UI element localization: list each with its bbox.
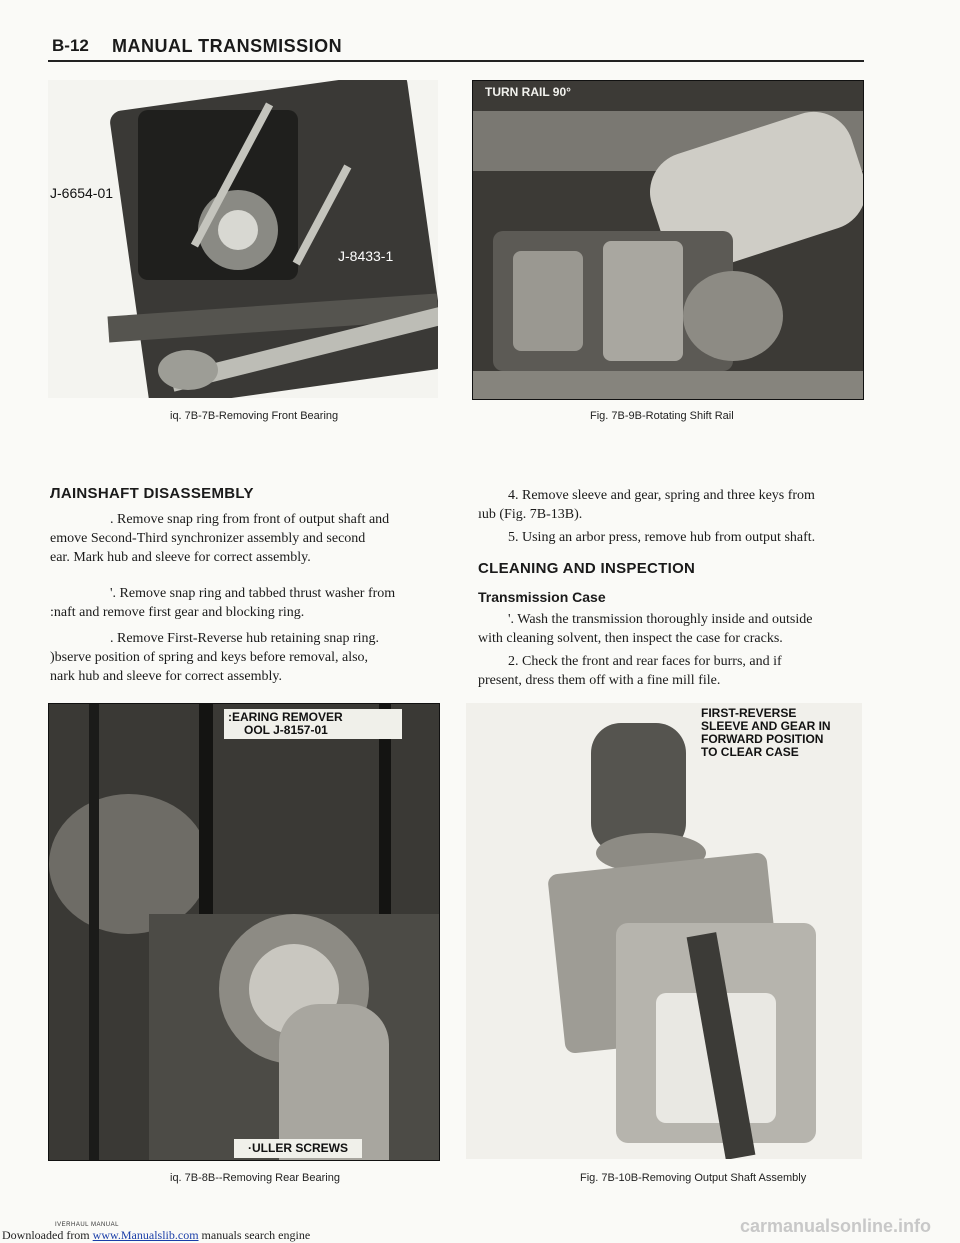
figure-output-shaft-photo <box>466 703 862 1159</box>
footer-suffix: manuals search engine <box>201 1228 311 1242</box>
subheading-transmission-case: Transmission Case <box>478 589 606 605</box>
text-line: emove Second-Third synchronizer assembly and second <box>50 531 366 546</box>
manualslib-link[interactable]: www.Manualslib.com <box>92 1228 199 1242</box>
callout-j8433: J-8433-1 <box>338 248 394 264</box>
callout-line: :EARING REMOVER <box>228 710 343 724</box>
footer-download-line <box>2 1228 310 1243</box>
paragraph-step-6 <box>478 610 864 648</box>
text-line: 5. Using an arbor press, remove hub from output shaft. <box>508 530 816 545</box>
figure-shift-rail-photo <box>472 80 864 400</box>
text-line: )bserve position of spring and keys before removal, also, <box>50 650 369 665</box>
paragraph-step-4 <box>478 486 864 524</box>
figure-front-bearing-photo <box>48 80 438 398</box>
callout-turn-rail: TURN RAIL 90° <box>479 83 577 102</box>
figure-caption: Fig. 7B-10B-Removing Output Shaft Assembly <box>580 1172 807 1184</box>
page-number: B-12 <box>52 36 89 55</box>
text-line: with cleaning solvent, then inspect the case for cracks. <box>478 631 783 646</box>
text-line: ear. Mark hub and sleeve for correct assembly. <box>50 550 311 565</box>
paragraph-step-1 <box>50 510 440 567</box>
callout-puller-screws: ·ULLER SCREWS <box>234 1139 362 1158</box>
callout-line: TO CLEAR CASE <box>701 745 799 759</box>
text-line: present, dress them off with a fine mill file. <box>478 673 721 688</box>
callout-line: SLEEVE AND GEAR IN <box>701 719 831 733</box>
paragraph-step-2 <box>50 584 440 622</box>
text-line: . Remove First-Reverse hub retaining snap ring. <box>110 631 380 646</box>
paragraph-step-7 <box>478 652 864 690</box>
callout-j6654: J-6654-01 <box>50 185 114 201</box>
figure-caption: Fig. 7B-9B-Rotating Shift Rail <box>590 410 734 422</box>
figure-caption: iq. 7B-8B--Removing Rear Bearing <box>170 1172 340 1184</box>
section-heading-mainshaft: ЛAINSHAFT DISASSEMBLY <box>50 485 254 502</box>
callout-bearing-remover <box>224 709 402 739</box>
page-title: MANUAL TRANSMISSION <box>112 36 343 56</box>
header-rule <box>48 60 864 62</box>
figure-caption: iq. 7B-7B-Removing Front Bearing <box>170 410 339 422</box>
figure-rear-bearing-photo <box>48 703 440 1161</box>
callout-first-reverse <box>701 707 861 759</box>
text-line: '. Remove snap ring and tabbed thrust washer from <box>110 586 396 601</box>
callout-line: OOL J-8157-01 <box>244 723 328 737</box>
watermark-text: carmanualsonline.info <box>740 1216 932 1236</box>
paragraph-step-5 <box>478 528 864 547</box>
footer-manual-label: IVERHAUL MANUAL <box>55 1222 119 1228</box>
section-heading-cleaning: CLEANING AND INSPECTION <box>478 560 696 577</box>
text-line: 4. Remove sleeve and gear, spring and three keys from <box>508 488 815 503</box>
callout-line: FORWARD POSITION <box>701 732 824 746</box>
text-line: '. Wash the transmission thoroughly inside and outside <box>508 612 813 627</box>
footer-prefix: Downloaded from <box>2 1228 90 1242</box>
text-line: 2. Check the front and rear faces for burrs, and if <box>508 654 782 669</box>
callout-line: FIRST-REVERSE <box>701 706 797 720</box>
text-line: ıub (Fig. 7B-13B). <box>478 507 583 522</box>
text-line: . Remove snap ring from front of output shaft and <box>110 512 390 527</box>
paragraph-step-3 <box>50 629 440 686</box>
text-line: nark hub and sleeve for correct assembly. <box>50 669 282 684</box>
text-line: :naft and remove first gear and blocking ring. <box>50 605 305 620</box>
